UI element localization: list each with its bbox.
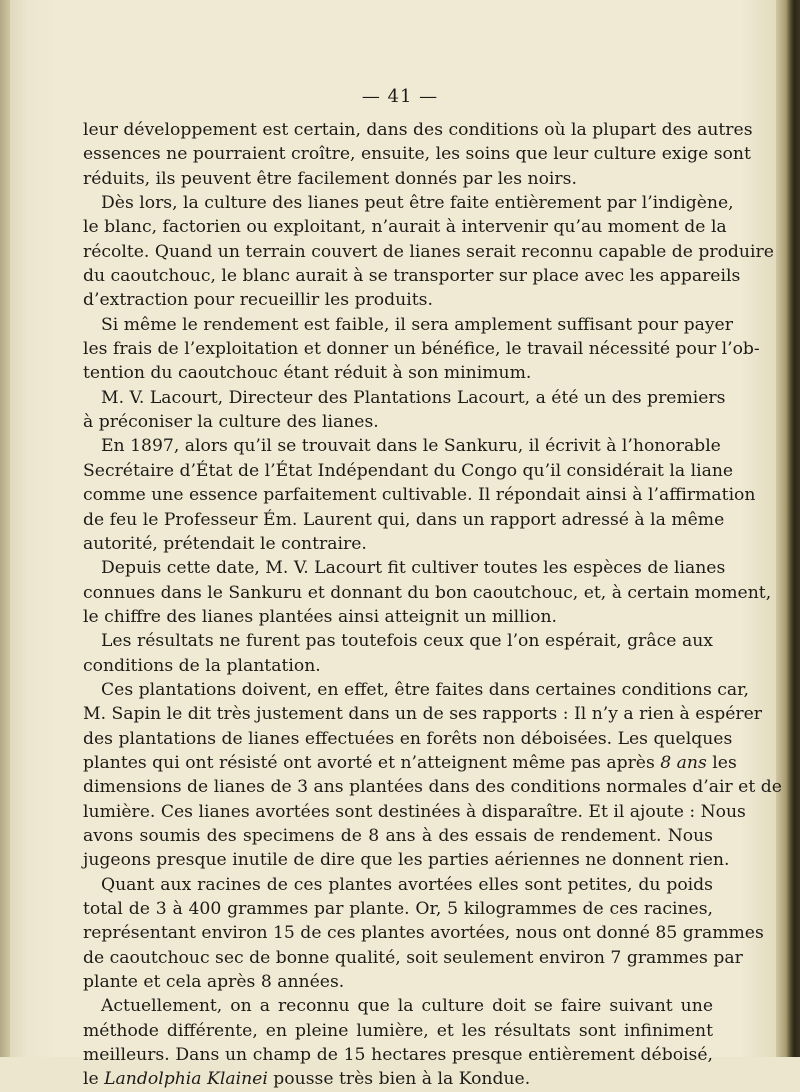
- text-line-main: Dès lors, la culture des lianes peut être faite entièrement par l’indigène,: [101, 193, 734, 214]
- text-line-main: total de 3 à 400 grammes par plante. Or, 5 kilogrammes de ces racines,: [83, 899, 713, 919]
- text-line-main: méthode différente, en pleine lumière, et les résultats sont infiniment: [83, 1020, 713, 1041]
- text-line-main: lumière. Ces lianes avortées sont destinées à disparaître. Et il ajoute : Nous: [83, 801, 746, 822]
- text-line-main: de feu le Professeur Ém. Laurent qui, dans un rapport adressé à la même: [83, 509, 725, 530]
- text-line: [83, 191, 734, 215]
- text-line-main: meilleurs. Dans un champ de 15 hectares presque entièrement déboisé,: [83, 1045, 713, 1066]
- text-line: [83, 678, 749, 702]
- text-line-main: essences ne pourraient croître, ensuite, les soins que leur culture exige sont: [83, 144, 751, 165]
- page-right-edge-shadow: [776, 0, 800, 1057]
- text-line-main: Ces plantations doivent, en effet, être faites dans certaines conditions car,: [101, 679, 749, 700]
- text-line-tail: les: [712, 752, 737, 773]
- text-line: [83, 970, 713, 994]
- text-line: [83, 142, 751, 166]
- text-line-main: de caoutchouc sec de bonne qualité, soit seulement environ 7 grammes par: [83, 947, 743, 968]
- text-line: [83, 434, 721, 458]
- text-line-main: autorité, prétendait le contraire.: [83, 533, 367, 554]
- text-line-main: Quant aux racines de ces plantes avortées elles sont petites, du poids: [101, 874, 713, 895]
- text-line: [83, 629, 713, 653]
- text-line-main: le chiffre des lianes plantées ainsi atteignit un million.: [83, 606, 557, 627]
- text-line-main: jugeons presque inutile de dire que les parties aériennes ne donnent rien.: [83, 850, 730, 871]
- text-line: [83, 410, 713, 434]
- text-line: [83, 775, 782, 799]
- text-line: [83, 921, 764, 945]
- text-line: [83, 581, 772, 605]
- text-line-main: M. V. Lacourt, Directeur des Plantations Lacourt, a été un des premiers: [101, 387, 726, 408]
- text-line-main: réduits, ils peuvent être facilement donnés par les noirs.: [83, 168, 577, 189]
- text-line-main: à préconiser la culture des lianes.: [83, 412, 379, 433]
- text-line-main: conditions de la plantation.: [83, 655, 321, 676]
- text-line-main: du caoutchouc, le blanc aurait à se transporter sur place avec les appareils: [83, 266, 741, 287]
- text-line: [83, 483, 756, 507]
- text-line-main: plante et cela après 8 années.: [83, 972, 345, 993]
- text-line: [83, 167, 713, 191]
- text-line: [83, 288, 713, 312]
- text-line-main: comme une essence parfaitement cultivable. Il répondait ainsi à l’affirmation: [83, 485, 756, 506]
- text-line: [83, 897, 713, 921]
- text-line: [83, 946, 743, 970]
- text-line-main: Les résultats ne furent pas toutefois ceux que l’on espérait, grâce aux: [101, 631, 713, 652]
- text-line: [83, 532, 713, 556]
- text-line-main: M. Sapin le dit très justement dans un de ses rapports : Il n’y a rien à espérer: [83, 704, 763, 725]
- text-line: [83, 848, 730, 872]
- text-line-main: plantes qui ont résisté ont avorté et n’atteignent même pas après: [83, 752, 655, 773]
- text-line: [83, 824, 713, 848]
- text-line-main: représentant environ 15 de ces plantes avortées, nous ont donné 85 grammes: [83, 923, 764, 944]
- text-line-tail: pousse très bien à la Kondue.: [273, 1069, 531, 1090]
- text-line: [83, 264, 741, 288]
- text-line-main: Actuellement, on a reconnu que la culture doit se faire suivant une: [101, 996, 713, 1017]
- text-line: [83, 313, 733, 337]
- italic-text: Landolphia Klainei: [104, 1069, 268, 1090]
- text-line-main: dimensions de lianes de 3 ans plantées dans des conditions normales d’air et de: [83, 777, 782, 798]
- text-line-main: Si même le rendement est faible, il sera amplement suffisant pour payer: [101, 314, 733, 335]
- text-line: [83, 994, 713, 1018]
- text-line-main: Secrétaire d’État de l’État Indépendant du Congo qu’il considérait la liane: [83, 460, 734, 481]
- page-left-edge: [0, 0, 10, 1057]
- page-number: — 41 —: [361, 86, 439, 107]
- text-line-main: leur développement est certain, dans des conditions où la plupart des autres: [83, 120, 753, 140]
- text-line: [83, 751, 737, 775]
- text-line-main: récolte. Quand un terrain couvert de lianes serait reconnu capable de produire: [83, 241, 774, 262]
- text-line: [83, 654, 713, 678]
- text-line: [83, 800, 746, 824]
- text-line-main: avons soumis des specimens de 8 ans à des essais de rendement. Nous: [83, 825, 713, 846]
- text-line: [83, 605, 713, 629]
- text-line: [83, 556, 726, 580]
- text-line: [83, 1019, 713, 1043]
- text-line: [83, 361, 713, 385]
- text-line: [83, 118, 753, 142]
- text-line: [83, 1043, 713, 1067]
- text-line: [83, 215, 727, 239]
- body-text: [83, 118, 782, 1092]
- text-line: [83, 386, 726, 410]
- text-line: [83, 727, 733, 751]
- text-line-main: En 1897, alors qu’il se trouvait dans le Sankuru, il écrivit à l’honorable: [101, 436, 721, 457]
- text-line-main: Depuis cette date, M. V. Lacourt fit cultiver toutes les espèces de lianes: [101, 558, 726, 579]
- text-line: [83, 702, 763, 726]
- text-line-main: d’extraction pour recueillir les produits.: [83, 290, 433, 311]
- text-line: [83, 459, 734, 483]
- text-line-main: des plantations de lianes effectuées en forêts non déboisées. Les quelques: [83, 728, 733, 749]
- text-line: [83, 1067, 713, 1091]
- text-line: [83, 240, 774, 264]
- text-line-main: tention du caoutchouc étant réduit à son minimum.: [83, 363, 532, 384]
- text-line-main: le: [83, 1069, 99, 1090]
- text-line-main: les frais de l’exploitation et donner un bénéfice, le travail nécessité pour l’ob-: [83, 339, 760, 360]
- text-line: [83, 337, 760, 361]
- text-line: [83, 508, 725, 532]
- italic-text: 8 ans: [660, 752, 707, 773]
- text-line-main: le blanc, factorien ou exploitant, n’aurait à intervenir qu’au moment de la: [83, 217, 727, 238]
- text-line: [83, 873, 713, 897]
- text-line-main: connues dans le Sankuru et donnant du bon caoutchouc, et, à certain moment,: [83, 582, 772, 603]
